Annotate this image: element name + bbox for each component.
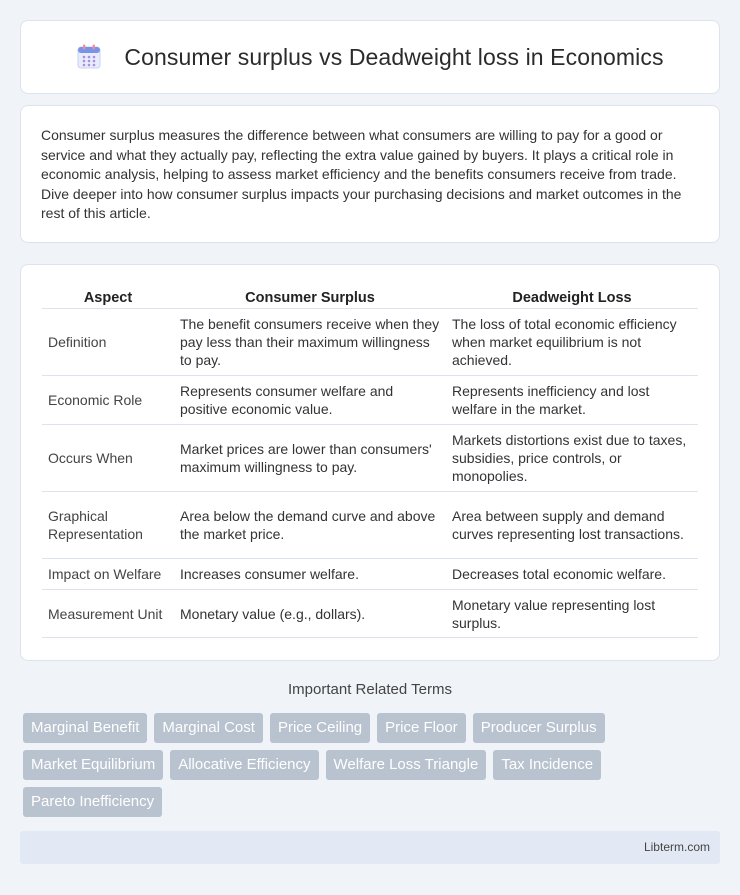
- page-title: Consumer surplus vs Deadweight loss in Economics: [124, 43, 664, 70]
- table-row: [42, 491, 698, 558]
- row-consumer-surplus-cell: Area below the demand curve and above the market price.: [174, 491, 446, 558]
- related-term-tag[interactable]: Marginal Benefit: [23, 713, 147, 743]
- related-term-tag[interactable]: Pareto Inefficiency: [23, 787, 162, 817]
- row-consumer-surplus-cell: Market prices are lower than consumers' maximum willingness to pay.: [174, 424, 446, 491]
- table-row: [42, 308, 698, 375]
- row-deadweight-loss-cell: Represents inefficiency and lost welfare in the market.: [446, 375, 698, 424]
- related-term-tag[interactable]: Welfare Loss Triangle: [326, 750, 487, 780]
- table-row: [42, 375, 698, 424]
- intro-card: [20, 105, 720, 243]
- footer: [20, 831, 720, 864]
- title-card: [20, 20, 720, 94]
- row-consumer-surplus-cell: The benefit consumers receive when they pay less than their maximum willingness to pay.: [174, 308, 446, 375]
- header-consumer-surplus: Consumer Surplus: [245, 290, 375, 306]
- table-row: [42, 424, 698, 491]
- row-deadweight-loss-cell: Markets distortions exist due to taxes, subsidies, price controls, or monopolies.: [446, 424, 698, 491]
- row-deadweight-loss-cell: The loss of total economic efficiency when market equilibrium is not achieved.: [446, 308, 698, 375]
- row-deadweight-loss-cell: Monetary value representing lost surplus.: [446, 589, 698, 638]
- row-aspect-cell: Economic Role: [42, 375, 174, 424]
- row-aspect-cell: Impact on Welfare: [42, 558, 174, 589]
- related-term-tag[interactable]: Price Floor: [377, 713, 466, 743]
- related-term-tag[interactable]: Allocative Efficiency: [170, 750, 318, 780]
- row-aspect-cell: Occurs When: [42, 424, 174, 491]
- table-row: [42, 589, 698, 638]
- related-term-tag[interactable]: Price Ceiling: [270, 713, 370, 743]
- comparison-table: [42, 287, 698, 638]
- row-aspect-cell: Measurement Unit: [42, 589, 174, 638]
- row-aspect-cell: Definition: [42, 308, 174, 375]
- related-terms-list: [23, 713, 723, 824]
- row-deadweight-loss-cell: Area between supply and demand curves representing lost transactions.: [446, 491, 698, 558]
- related-term-tag[interactable]: Tax Incidence: [493, 750, 601, 780]
- row-deadweight-loss-cell: Decreases total economic welfare.: [446, 558, 698, 589]
- table-header-row: [42, 287, 698, 308]
- header-aspect: Aspect: [83, 290, 133, 306]
- row-aspect-cell: Graphical Representation: [42, 491, 174, 558]
- calendar-grid-icon: [76, 44, 102, 70]
- table-body: [42, 308, 698, 638]
- row-consumer-surplus-cell: Increases consumer welfare.: [174, 558, 446, 589]
- row-consumer-surplus-cell: Monetary value (e.g., dollars).: [174, 589, 446, 638]
- related-terms-title: Important Related Terms: [288, 681, 452, 698]
- intro-text: Consumer surplus measures the difference between what consumers are willing to pay for a good or service and what they actually pay, reflecting the extra value gained by buyers. It plays a critical role in economic analysis, helping to assess market efficiency and the benefits consumers receive from trade. Dive deeper into how consumer surplus impacts your purchasing decisions and market outcomes in the rest of this article.: [41, 127, 682, 222]
- footer-site-link[interactable]: Libterm.com: [643, 840, 710, 854]
- row-consumer-surplus-cell: Represents consumer welfare and positive economic value.: [174, 375, 446, 424]
- related-term-tag[interactable]: Marginal Cost: [154, 713, 263, 743]
- header-deadweight-loss: Deadweight Loss: [512, 290, 632, 306]
- comparison-table-card: [20, 264, 720, 661]
- table-row: [42, 558, 698, 589]
- related-term-tag[interactable]: Producer Surplus: [473, 713, 605, 743]
- related-term-tag[interactable]: Market Equilibrium: [23, 750, 163, 780]
